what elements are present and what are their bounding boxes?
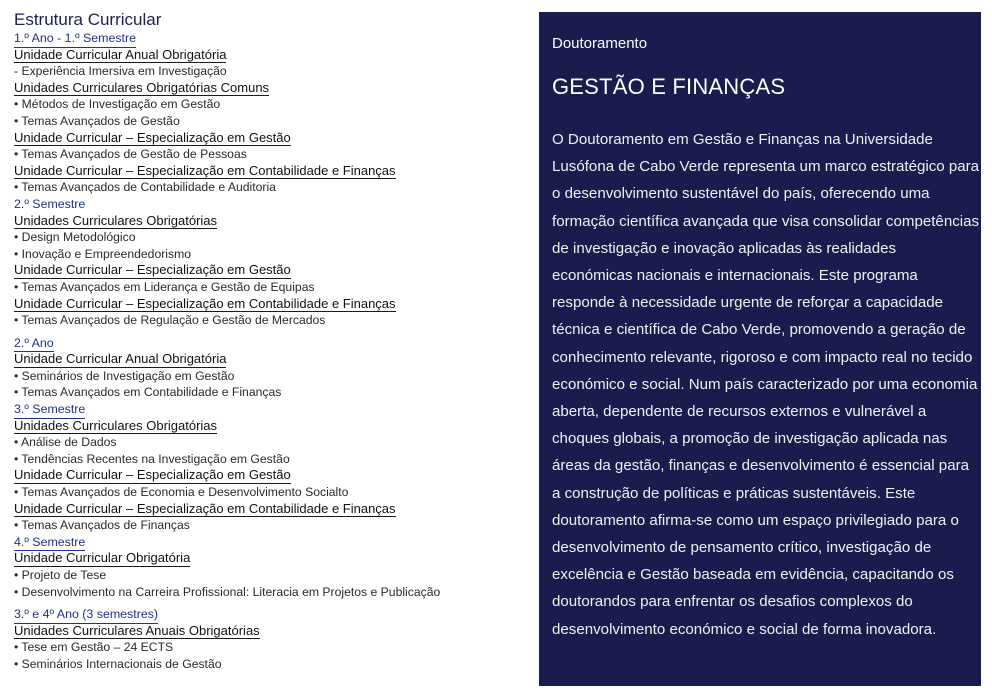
unit-group-heading — [14, 550, 519, 567]
program-title: GESTÃO E FINANÇAS — [552, 74, 786, 99]
line-text: • Temas Avançados de Regulação e Gestão de Mercados — [14, 313, 326, 328]
curriculum-structure — [14, 10, 519, 673]
unit-group-heading — [14, 351, 519, 368]
line-text: • Seminários de Investigação em Gestão — [14, 368, 235, 383]
line-text: Unidades Curriculares Obrigatórias — [14, 212, 218, 228]
line-text: Unidade Curricular Anual Obrigatória — [14, 351, 227, 367]
line-text: • Inovação e Empreendedorismo — [14, 246, 192, 261]
line-text: Unidade Curricular – Especialização em Gestão — [14, 129, 291, 145]
unit-group-heading — [14, 80, 519, 97]
line-text: Unidade Curricular – Especialização em Gestão — [14, 262, 291, 278]
line-text: • Temas Avançados de Economia e Desenvolvimento Socialto — [14, 485, 349, 500]
line-text: Unidades Curriculares Obrigatórias Comuns — [14, 79, 270, 95]
line-text: • Análise de Dados — [14, 435, 117, 450]
course-item — [14, 246, 519, 263]
line-text: Unidade Curricular Obrigatória — [14, 550, 191, 566]
curriculum-list — [14, 30, 519, 673]
line-text: - Experiência Imersiva em Investigação — [14, 64, 227, 79]
line-text: Unidade Curricular – Especialização em Contabilidade e Finanças — [14, 295, 396, 311]
unit-group-heading — [14, 262, 519, 279]
line-text: 2.º Semestre — [14, 196, 86, 211]
course-item — [14, 567, 519, 584]
curriculum-title: Estrutura Curricular — [14, 10, 162, 29]
period-heading — [14, 30, 519, 47]
line-text: 3.º e 4º Ano (3 semestres) — [14, 607, 158, 624]
line-text: 2.º Ano — [14, 336, 54, 353]
period-heading — [14, 401, 519, 418]
course-item — [14, 146, 519, 163]
line-text: Unidade Curricular – Especialização em Contabilidade e Finanças — [14, 500, 396, 516]
course-item — [14, 584, 519, 601]
course-item — [14, 639, 519, 656]
line-text: Unidades Curriculares Obrigatórias — [14, 417, 218, 433]
course-item — [14, 451, 519, 468]
unit-group-heading — [14, 163, 519, 180]
unit-group-heading — [14, 213, 519, 230]
line-text: • Temas Avançados em Contabilidade e Finanças — [14, 385, 282, 400]
unit-group-heading — [14, 418, 519, 435]
line-text: • Temas Avançados de Contabilidade e Auditoria — [14, 180, 276, 195]
course-item — [14, 384, 519, 401]
course-item — [14, 179, 519, 196]
course-item — [14, 96, 519, 113]
line-text: • Métodos de Investigação em Gestão — [14, 97, 221, 112]
line-text: • Temas Avançados de Gestão — [14, 113, 180, 128]
unit-group-heading — [14, 130, 519, 147]
line-text: • Tendências Recentes na Investigação em Gestão — [14, 451, 290, 466]
course-item — [14, 434, 519, 451]
line-text: Unidade Curricular – Especialização em Contabilidade e Finanças — [14, 162, 396, 178]
period-heading — [14, 606, 519, 623]
period-heading — [14, 335, 519, 352]
period-heading — [14, 534, 519, 551]
course-item — [14, 229, 519, 246]
line-text: 1.º Ano - 1.º Semestre — [14, 31, 136, 48]
period-heading — [14, 196, 519, 213]
line-text: Unidades Curriculares Anuais Obrigatórias — [14, 622, 260, 638]
course-item — [14, 312, 519, 329]
program-description: O Doutoramento em Gestão e Finanças na Universidade Lusófona de Cabo Verde representa um marco estratégico para o desenvolvimento sustentável do país, oferecendo uma formação científica avançada que visa consolidar competências de investigação e inovação aplicadas às realidades económicas nacionais e internacionais. Este programa responde à necessidade urgente de reforçar a capacidade técnica e científica de Cabo Verde, promovendo a geração de conhecimento relevante, rigoroso e com impacto real no tecido económico e social. Num país caracterizado por uma economia aberta, dependente de recursos externos e vulnerável a choques globais, a promoção de investigação aplicada nas áreas da gestão, finanças e desenvolvimento é essencial para a construção de políticas e práticas sustentáveis. Este doutoramento afirma-se como um espaço privilegiado para o desenvolvimento de pensamento crítico, investigação de excelência e Gestão baseada em evidência, capacitando os doutorandos para enfrentar os desafios complexos do desenvolvimento económico e social de forma inovadora. — [552, 131, 980, 638]
line-text: Unidade Curricular Anual Obrigatória — [14, 46, 227, 62]
unit-group-heading — [14, 501, 519, 518]
course-item — [14, 368, 519, 385]
unit-group-heading — [14, 467, 519, 484]
line-text: • Temas Avançados em Liderança e Gestão de Equipas — [14, 279, 315, 294]
line-text: • Design Metodológico — [14, 230, 136, 245]
unit-group-heading — [14, 623, 519, 640]
course-item — [14, 63, 519, 80]
course-item — [14, 484, 519, 501]
program-panel — [539, 12, 981, 686]
line-text: • Seminários Internacionais de Gestão — [14, 656, 222, 671]
unit-group-heading — [14, 296, 519, 313]
line-text: • Desenvolvimento na Carreira Profissional: Literacia em Projetos e Publicação — [14, 584, 441, 599]
unit-group-heading — [14, 47, 519, 64]
course-item — [14, 517, 519, 534]
line-text: • Temas Avançados de Gestão de Pessoas — [14, 147, 247, 162]
line-text: • Temas Avançados de Finanças — [14, 518, 190, 533]
degree-label: Doutoramento — [552, 35, 648, 52]
line-text: • Projeto de Tese — [14, 568, 107, 582]
line-text: • Tese em Gestão – 24 ECTS — [14, 640, 174, 655]
course-item — [14, 113, 519, 130]
line-text: 3.º Semestre — [14, 402, 85, 419]
course-item — [14, 656, 519, 673]
line-text: Unidade Curricular – Especialização em Gestão — [14, 467, 291, 483]
course-item — [14, 279, 519, 296]
line-text: 4.º Semestre — [14, 535, 85, 552]
